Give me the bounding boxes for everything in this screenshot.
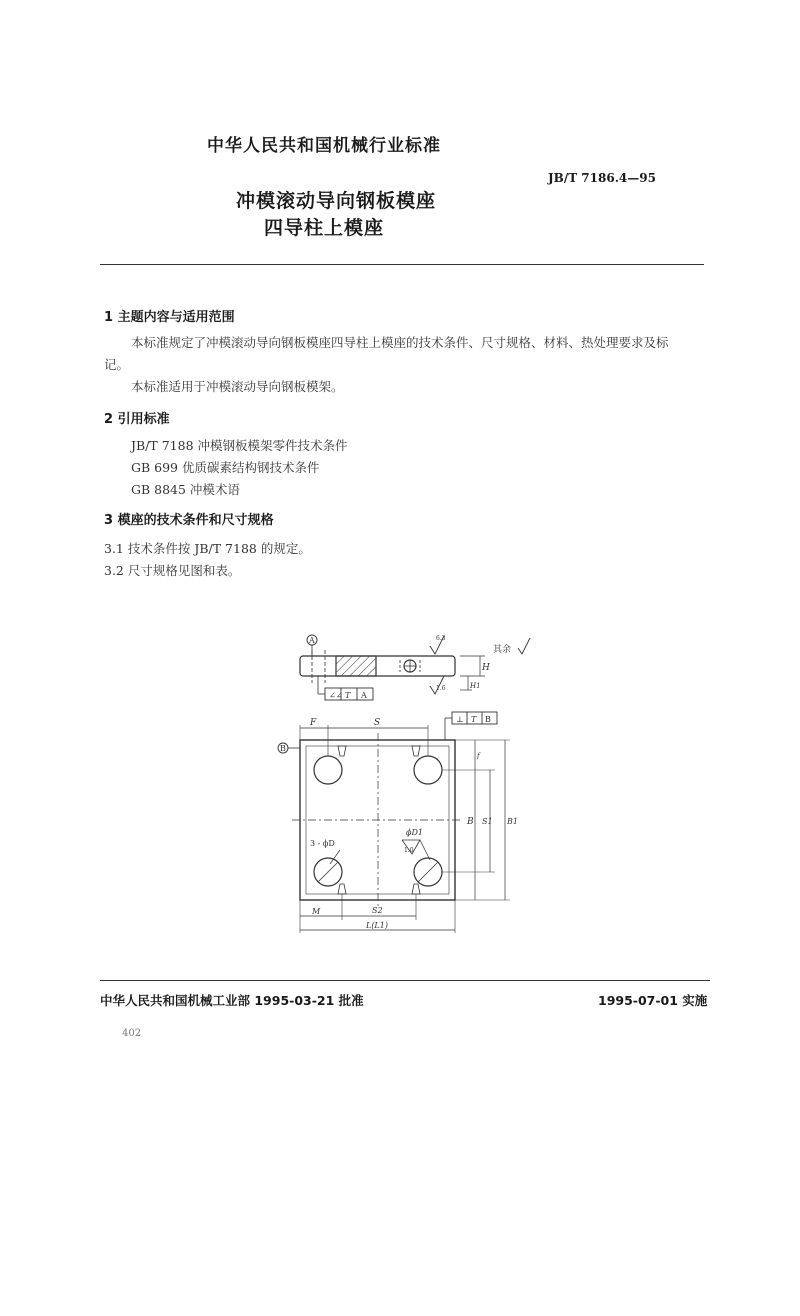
dim-S1-label: S1 [482,817,493,826]
dim-H1-label: H1 [470,682,481,690]
side-view-outline [300,656,455,676]
section-1-paragraph-line2: 记。 [104,357,130,372]
dim-M-label: M [312,907,321,916]
rest-roughness-label: 其余 [493,645,512,655]
guide-hole-top-right [414,756,442,784]
fcf-perpendicular: ⊥ [456,715,464,724]
fcf-t: T [345,691,351,700]
section-1-paragraph-line1: 本标准规定了冲模滚动导向钢板模座四导柱上模座的技术条件、尺寸规格、材料、热处理要求及标 [131,335,669,350]
dim-B-label: B [467,817,474,827]
reference-item: GB 699 优质碳素结构钢技术条件 [131,460,320,475]
holes-label: 3 - ϕD [310,839,335,848]
header-divider [100,264,704,265]
publisher-header: 中华人民共和国机械行业标准 [207,136,441,156]
datum-b-label: B [280,744,286,753]
dim-B1-label: B1 [507,817,518,826]
section-3-item: 3.1 技术条件按 JB/T 7188 的规定。 [104,541,311,556]
dim-H-label: H [482,663,490,673]
dim-f-label: f [477,752,480,760]
reference-item: GB 8845 冲模术语 [131,482,240,497]
roughness-value: 6.3 [436,635,446,642]
dim-F-label: F [310,718,317,728]
tolerance-value: 1.0 [404,847,414,854]
page-number: 402 [122,1028,142,1039]
section-1-scope: 本标准适用于冲模滚动导向钢板模架。 [131,379,344,394]
document-title: 冲模滚动导向钢板模座 [236,190,437,212]
guide-hole-top-left [314,756,342,784]
dim-D1-label: ϕD1 [406,828,423,837]
section-3-heading: 3 模座的技术条件和尺寸规格 [104,513,274,528]
fcf-datum: A [361,691,367,700]
datum-a-label: A [309,636,315,645]
section-3-item: 3.2 尺寸规格见图和表。 [104,563,241,578]
section-1-heading: 1 主题内容与适用范围 [104,310,235,325]
fcf-datum: B [485,715,491,724]
reference-item: JB/T 7188 冲模钢板模架零件技术条件 [131,438,348,453]
dim-S2-label: S2 [372,906,383,915]
footer-divider [100,980,710,981]
standard-number: JB/T 7186.4—95 [548,171,656,185]
fcf-flatness: ∠∠ [329,691,343,700]
dim-L-label: L(L1) [366,921,388,930]
implementation-date: 1995-07-01 实施 [598,993,708,1008]
roughness-value: 1.6 [436,685,446,692]
fcf-t: T [471,715,477,724]
section-2-heading: 2 引用标准 [104,412,170,427]
dim-S-label: S [374,718,381,728]
document-subtitle: 四导柱上模座 [264,217,385,239]
technical-drawing [270,628,560,948]
approval-date: 中华人民共和国机械工业部 1995-03-21 批准 [100,993,364,1008]
side-view-hatch [336,656,376,676]
